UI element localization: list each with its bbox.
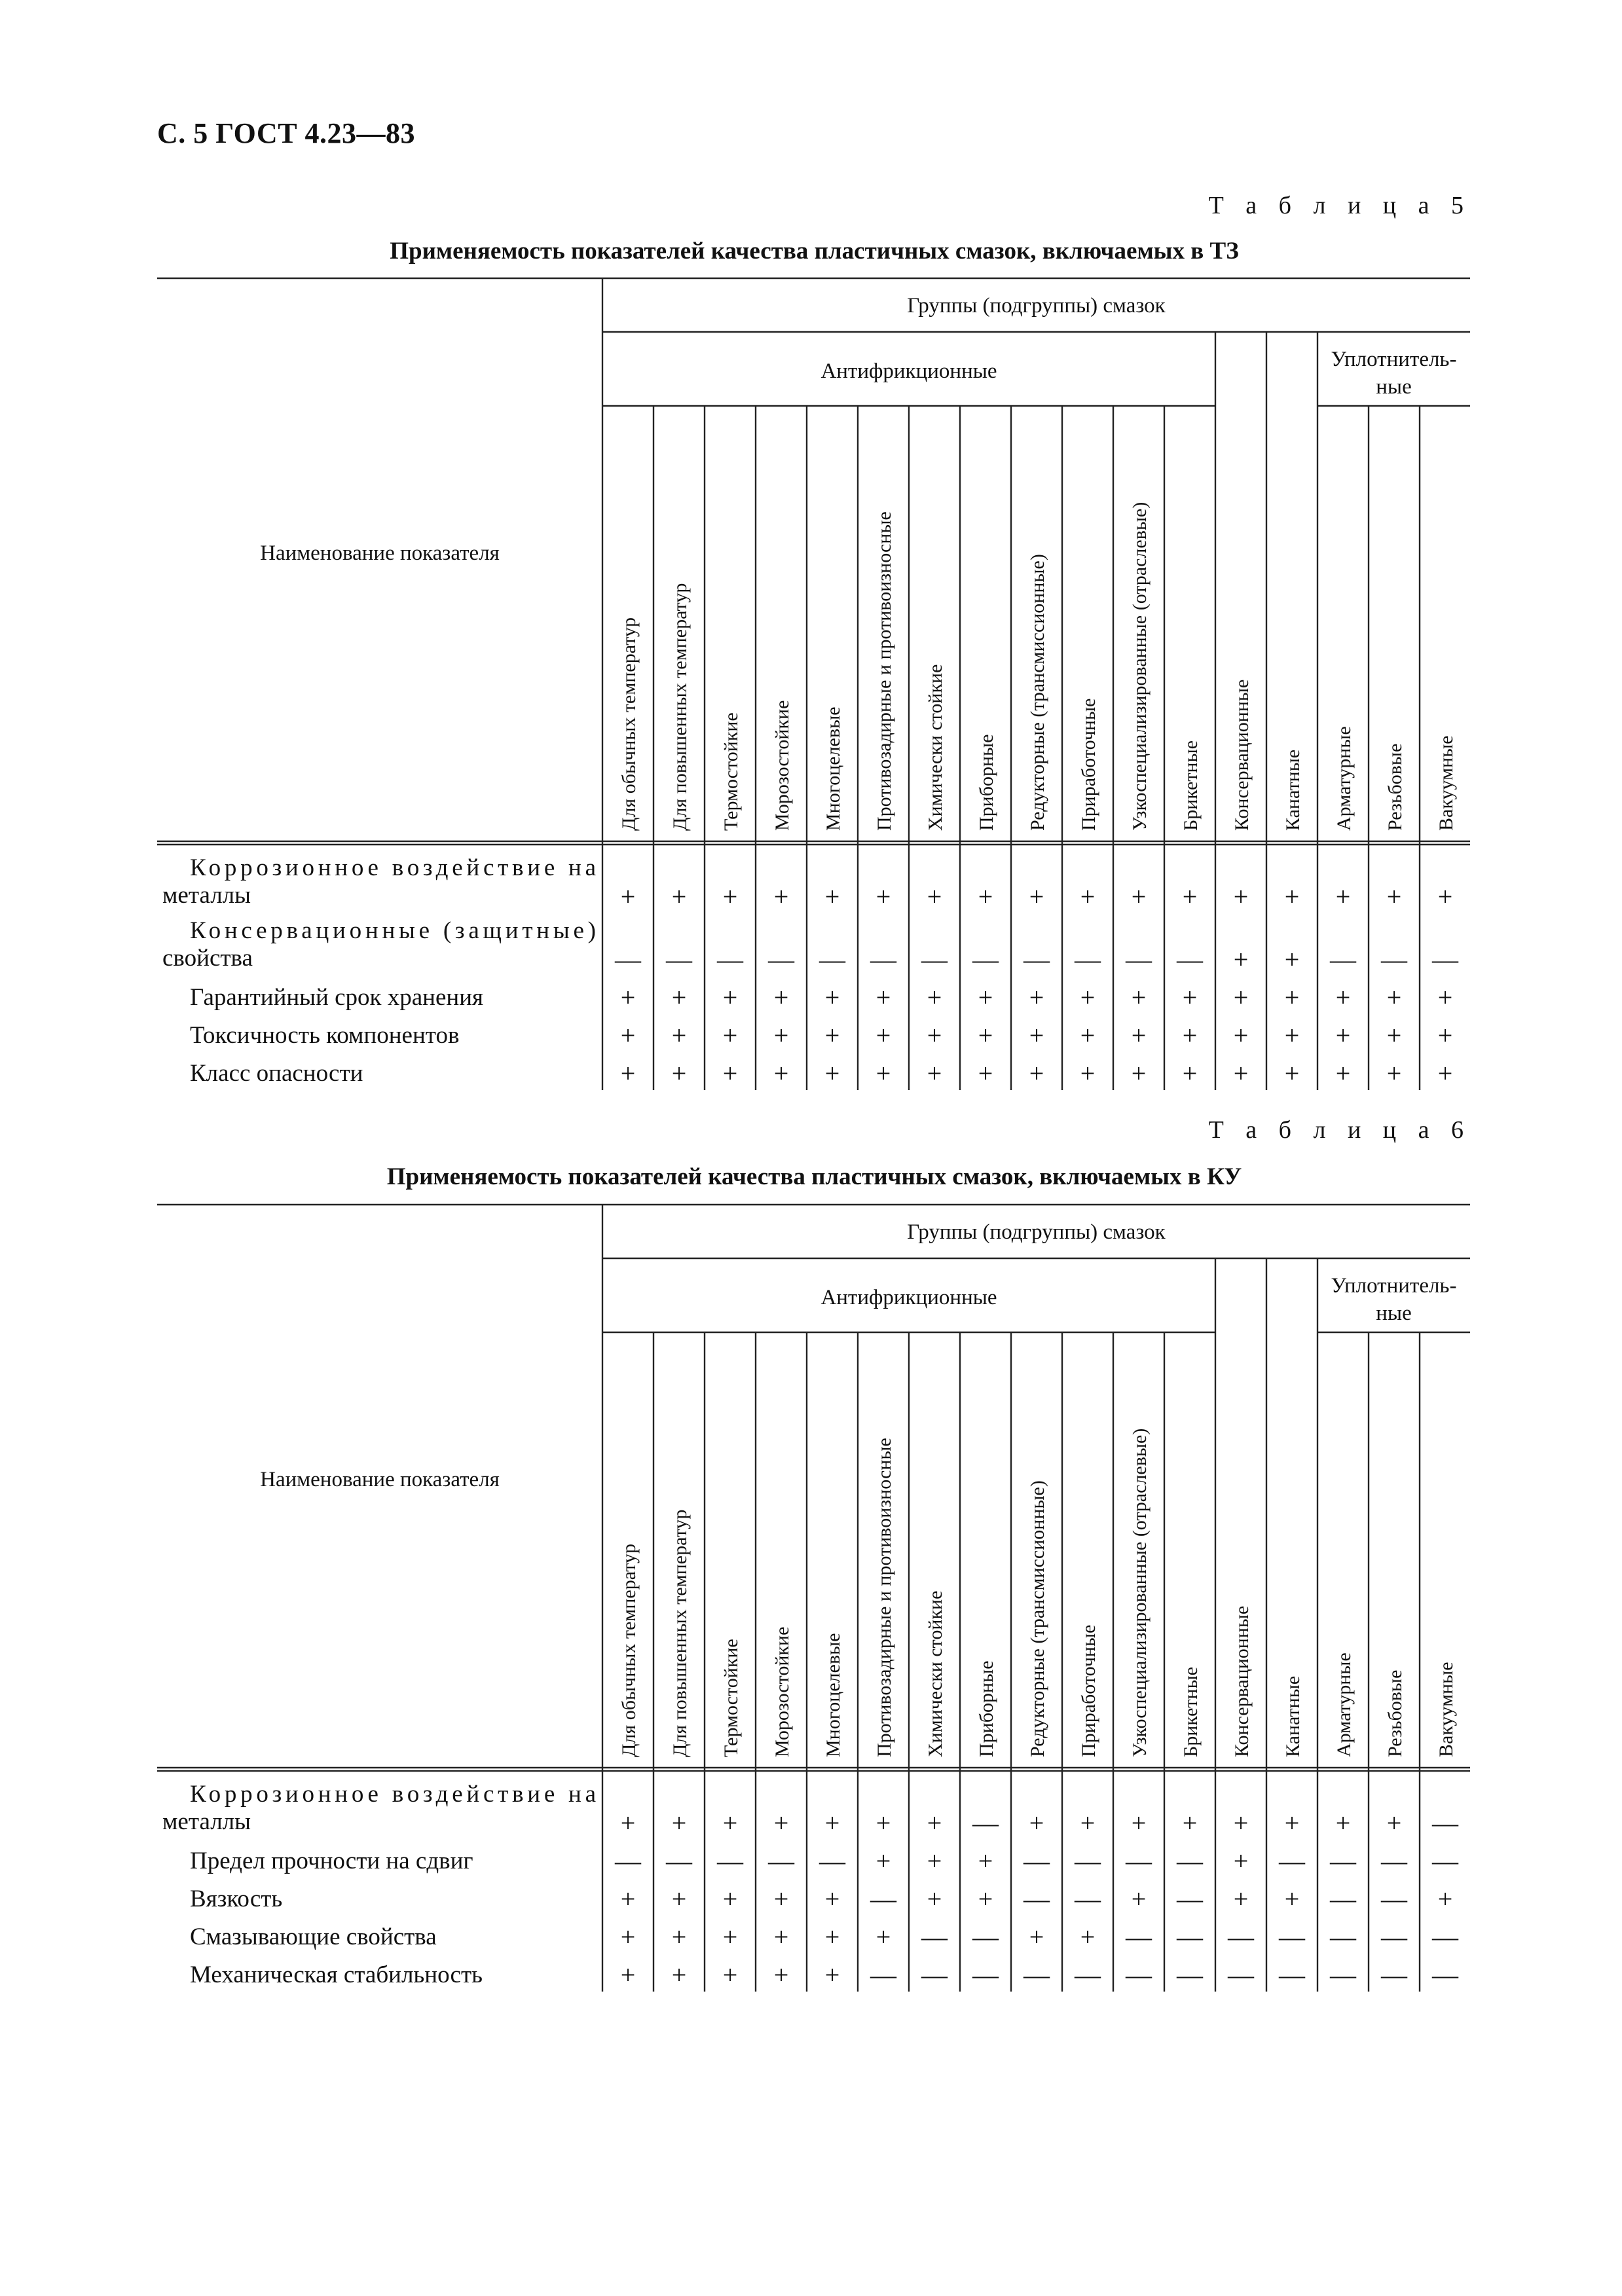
plus-mark: + [671, 1884, 687, 1914]
plus-mark: + [1233, 1808, 1249, 1838]
dash-mark: — [921, 1922, 948, 1952]
dash-mark: — [717, 945, 743, 974]
plus-mark: + [1437, 983, 1453, 1012]
plus-mark: + [773, 1021, 789, 1050]
column-label: Многоцелевые [822, 706, 844, 831]
dash-mark: — [768, 1846, 794, 1876]
plus-mark: + [1029, 1021, 1044, 1050]
dash-mark: — [1177, 1846, 1203, 1876]
antifriction-header: Антифрикционные [820, 359, 997, 383]
plus-mark: + [620, 983, 636, 1012]
plus-mark: + [978, 1021, 993, 1050]
column-label: Для обычных температур [618, 1544, 640, 1757]
dash-mark: — [1432, 945, 1458, 974]
plus-mark: + [1080, 1021, 1096, 1050]
dash-mark: — [972, 1960, 999, 1990]
dash-mark: — [1228, 1960, 1254, 1990]
plus-mark: + [722, 983, 738, 1012]
plus-mark: + [1029, 882, 1044, 911]
plus-mark: + [1029, 983, 1044, 1012]
plus-mark: + [927, 1884, 942, 1914]
plus-mark: + [876, 1846, 891, 1876]
dash-mark: — [870, 1884, 896, 1914]
dash-mark: — [1177, 945, 1203, 974]
column-label: Приборные [976, 1660, 997, 1757]
dash-mark: — [1075, 1960, 1101, 1990]
plus-mark: + [1029, 1059, 1044, 1088]
dash-mark: — [1279, 1922, 1305, 1952]
plus-mark: + [1182, 1808, 1198, 1838]
plus-mark: + [927, 1846, 942, 1876]
indicator-name: Коррозионное воздействие на [190, 1781, 596, 1808]
indicator-name-cont: металлы [162, 1808, 251, 1835]
dash-mark: — [972, 1922, 999, 1952]
plus-mark: + [876, 1021, 891, 1050]
column-label: Консервационные [1231, 679, 1253, 831]
plus-mark: + [1131, 882, 1147, 911]
plus-mark: + [1131, 1021, 1147, 1050]
column-label: Химически стойкие [925, 664, 946, 831]
plus-mark: + [1386, 1021, 1402, 1050]
page-header: С. 5 ГОСТ 4.23—83 [157, 117, 416, 149]
plus-mark: + [876, 1059, 891, 1088]
plus-mark: + [1233, 1884, 1249, 1914]
column-label: Приработочные [1078, 1624, 1099, 1757]
plus-mark: + [773, 1960, 789, 1990]
dash-mark: — [1432, 1960, 1458, 1990]
plus-mark: + [1182, 1021, 1198, 1050]
dash-mark: — [1330, 1846, 1356, 1876]
indicator-name-cont: свойства [162, 945, 253, 972]
plus-mark: + [1386, 1808, 1402, 1838]
plus-mark: + [1080, 983, 1096, 1012]
dash-mark: — [1381, 1960, 1407, 1990]
plus-mark: + [927, 1059, 942, 1088]
dash-mark: — [1075, 1884, 1101, 1914]
dash-mark: — [1330, 945, 1356, 974]
dash-mark: — [921, 945, 948, 974]
plus-mark: + [722, 1922, 738, 1952]
plus-mark: + [620, 1922, 636, 1952]
column-label: Арматурные [1333, 1652, 1355, 1757]
indicator-name: Консервационные (защитные) [190, 917, 596, 944]
dash-mark: — [1126, 1922, 1152, 1952]
plus-mark: + [1335, 983, 1351, 1012]
plus-mark: + [824, 1021, 840, 1050]
indicator-name: Гарантийный срок хранения [190, 984, 484, 1011]
column-label: Канатные [1282, 749, 1304, 831]
plus-mark: + [671, 882, 687, 911]
plus-mark: + [1233, 945, 1249, 974]
plus-mark: + [978, 1884, 993, 1914]
table-5-number: Т а б л и ц а 5 [1208, 192, 1471, 219]
plus-mark: + [1335, 1021, 1351, 1050]
plus-mark: + [1029, 1808, 1044, 1838]
dash-mark: — [972, 945, 999, 974]
indicator-name: Механическая стабильность [190, 1961, 483, 1988]
plus-mark: + [927, 1021, 942, 1050]
plus-mark: + [876, 1808, 891, 1838]
plus-mark: + [773, 1059, 789, 1088]
plus-mark: + [1386, 1059, 1402, 1088]
plus-mark: + [1029, 1922, 1044, 1952]
column-label: Противозадирные и противоизносные [874, 511, 895, 831]
dash-mark: — [870, 945, 896, 974]
plus-mark: + [620, 1808, 636, 1838]
plus-mark: + [1131, 1808, 1147, 1838]
plus-mark: + [620, 1059, 636, 1088]
plus-mark: + [978, 983, 993, 1012]
column-label: Консервационные [1231, 1605, 1253, 1757]
table-5-title: Применяемость показателей качества пластичных смазок, включаемых в ТЗ [390, 238, 1239, 264]
dash-mark: — [972, 1808, 999, 1838]
sealing-header-2: ные [1376, 375, 1412, 399]
group-header: Группы (подгруппы) смазок [907, 294, 1166, 318]
plus-mark: + [620, 882, 636, 911]
dash-mark: — [819, 945, 845, 974]
plus-mark: + [927, 882, 942, 911]
dash-mark: — [1432, 1846, 1458, 1876]
column-label: Термостойкие [720, 1639, 742, 1757]
sealing-header-2: ные [1376, 1302, 1412, 1325]
column-label: Вакуумные [1435, 735, 1457, 831]
plus-mark: + [773, 1922, 789, 1952]
plus-mark: + [1284, 882, 1300, 911]
dash-mark: — [615, 1846, 641, 1876]
sealing-header: Уплотнитель- [1331, 1274, 1457, 1298]
column-label: Приработочные [1078, 698, 1099, 831]
plus-mark: + [1386, 983, 1402, 1012]
column-label: Для повышенных температур [669, 1509, 691, 1757]
plus-mark: + [1335, 882, 1351, 911]
column-label: Резьбовые [1384, 743, 1406, 831]
column-label: Термостойкие [720, 712, 742, 831]
dash-mark: — [1381, 1846, 1407, 1876]
plus-mark: + [1233, 882, 1249, 911]
column-label: Морозостойкие [771, 1626, 793, 1757]
plus-mark: + [1233, 1059, 1249, 1088]
plus-mark: + [1284, 1021, 1300, 1050]
column-label: Морозостойкие [771, 700, 793, 831]
plus-mark: + [1335, 1808, 1351, 1838]
plus-mark: + [876, 1922, 891, 1952]
plus-mark: + [722, 1021, 738, 1050]
plus-mark: + [671, 1021, 687, 1050]
plus-mark: + [1284, 945, 1300, 974]
indicator-name: Предел прочности на сдвиг [190, 1848, 473, 1874]
plus-mark: + [1284, 983, 1300, 1012]
plus-mark: + [1182, 1059, 1198, 1088]
dash-mark: — [1075, 1846, 1101, 1876]
plus-mark: + [1284, 1808, 1300, 1838]
dash-mark: — [666, 945, 692, 974]
plus-mark: + [978, 882, 993, 911]
plus-mark: + [1182, 882, 1198, 911]
dash-mark: — [1279, 1960, 1305, 1990]
plus-mark: + [1233, 1846, 1249, 1876]
dash-mark: — [666, 1846, 692, 1876]
plus-mark: + [671, 1059, 687, 1088]
table-6-title: Применяемость показателей качества пластичных смазок, включаемых в КУ [386, 1163, 1242, 1190]
dash-mark: — [1075, 945, 1101, 974]
indicator-header: Наименование показателя [260, 541, 500, 565]
plus-mark: + [773, 1808, 789, 1838]
dash-mark: — [1177, 1884, 1203, 1914]
plus-mark: + [824, 1884, 840, 1914]
plus-mark: + [1284, 1884, 1300, 1914]
group-header: Группы (подгруппы) смазок [907, 1220, 1166, 1244]
column-label: Узкоспециализированные (отраслевые) [1129, 1428, 1151, 1757]
column-label: Канатные [1282, 1675, 1304, 1757]
plus-mark: + [824, 1960, 840, 1990]
plus-mark: + [620, 1884, 636, 1914]
column-label: Редукторные (трансмиссионные) [1027, 554, 1048, 831]
plus-mark: + [876, 983, 891, 1012]
dash-mark: — [1177, 1922, 1203, 1952]
plus-mark: + [773, 983, 789, 1012]
antifriction-header: Антифрикционные [820, 1286, 997, 1309]
column-label: Брикетные [1180, 1666, 1202, 1757]
column-label: Для повышенных температур [669, 583, 691, 831]
plus-mark: + [620, 1960, 636, 1990]
column-label: Для обычных температур [618, 617, 640, 831]
plus-mark: + [876, 882, 891, 911]
dash-mark: — [717, 1846, 743, 1876]
indicator-name: Коррозионное воздействие на [190, 854, 596, 881]
dash-mark: — [1279, 1846, 1305, 1876]
dash-mark: — [1432, 1808, 1458, 1838]
indicator-header: Наименование показателя [260, 1468, 500, 1491]
plus-mark: + [1437, 1021, 1453, 1050]
sealing-header: Уплотнитель- [1331, 348, 1457, 371]
plus-mark: + [1437, 1884, 1453, 1914]
plus-mark: + [927, 983, 942, 1012]
column-label: Арматурные [1333, 726, 1355, 831]
dash-mark: — [768, 945, 794, 974]
indicator-name: Класс опасности [190, 1060, 363, 1087]
plus-mark: + [1335, 1059, 1351, 1088]
column-label: Многоцелевые [822, 1633, 844, 1757]
dash-mark: — [870, 1960, 896, 1990]
dash-mark: — [1126, 1846, 1152, 1876]
plus-mark: + [1437, 882, 1453, 911]
plus-mark: + [1080, 1059, 1096, 1088]
plus-mark: + [722, 1059, 738, 1088]
indicator-name: Токсичность компонентов [190, 1022, 460, 1049]
column-label: Приборные [976, 734, 997, 831]
dash-mark: — [1381, 1884, 1407, 1914]
plus-mark: + [1080, 1922, 1096, 1952]
plus-mark: + [671, 1808, 687, 1838]
column-label: Редукторные (трансмиссионные) [1027, 1480, 1048, 1757]
plus-mark: + [1233, 1021, 1249, 1050]
plus-mark: + [1131, 1059, 1147, 1088]
plus-mark: + [824, 882, 840, 911]
plus-mark: + [722, 1808, 738, 1838]
dash-mark: — [1330, 1922, 1356, 1952]
plus-mark: + [722, 1884, 738, 1914]
plus-mark: + [1182, 983, 1198, 1012]
plus-mark: + [1131, 983, 1147, 1012]
plus-mark: + [824, 1808, 840, 1838]
plus-mark: + [1437, 1059, 1453, 1088]
table-6-number: Т а б л и ц а 6 [1208, 1116, 1471, 1144]
plus-mark: + [773, 1884, 789, 1914]
plus-mark: + [1131, 1884, 1147, 1914]
dash-mark: — [1432, 1922, 1458, 1952]
column-label: Резьбовые [1384, 1669, 1406, 1757]
column-label: Противозадирные и противоизносные [874, 1438, 895, 1757]
plus-mark: + [978, 1846, 993, 1876]
column-label: Узкоспециализированные (отраслевые) [1129, 501, 1151, 831]
indicator-name: Смазывающие свойства [190, 1923, 437, 1950]
plus-mark: + [671, 983, 687, 1012]
dash-mark: — [1126, 1960, 1152, 1990]
plus-mark: + [671, 1960, 687, 1990]
dash-mark: — [1228, 1922, 1254, 1952]
indicator-name: Вязкость [190, 1886, 283, 1912]
plus-mark: + [1386, 882, 1402, 911]
plus-mark: + [1284, 1059, 1300, 1088]
dash-mark: — [1330, 1884, 1356, 1914]
column-label: Брикетные [1180, 740, 1202, 831]
dash-mark: — [1126, 945, 1152, 974]
column-label: Вакуумные [1435, 1662, 1457, 1757]
dash-mark: — [1330, 1960, 1356, 1990]
plus-mark: + [773, 882, 789, 911]
plus-mark: + [824, 1922, 840, 1952]
dash-mark: — [819, 1846, 845, 1876]
dash-mark: — [615, 945, 641, 974]
dash-mark: — [1023, 945, 1050, 974]
dash-mark: — [1023, 1846, 1050, 1876]
indicator-name-cont: металлы [162, 882, 251, 909]
plus-mark: + [671, 1922, 687, 1952]
plus-mark: + [824, 983, 840, 1012]
dash-mark: — [1023, 1960, 1050, 1990]
plus-mark: + [1080, 882, 1096, 911]
plus-mark: + [927, 1808, 942, 1838]
dash-mark: — [921, 1960, 948, 1990]
dash-mark: — [1177, 1960, 1203, 1990]
plus-mark: + [1080, 1808, 1096, 1838]
dash-mark: — [1023, 1884, 1050, 1914]
plus-mark: + [620, 1021, 636, 1050]
plus-mark: + [722, 882, 738, 911]
column-label: Химически стойкие [925, 1590, 946, 1757]
plus-mark: + [978, 1059, 993, 1088]
plus-mark: + [722, 1960, 738, 1990]
dash-mark: — [1381, 1922, 1407, 1952]
plus-mark: + [824, 1059, 840, 1088]
dash-mark: — [1381, 945, 1407, 974]
plus-mark: + [1233, 983, 1249, 1012]
